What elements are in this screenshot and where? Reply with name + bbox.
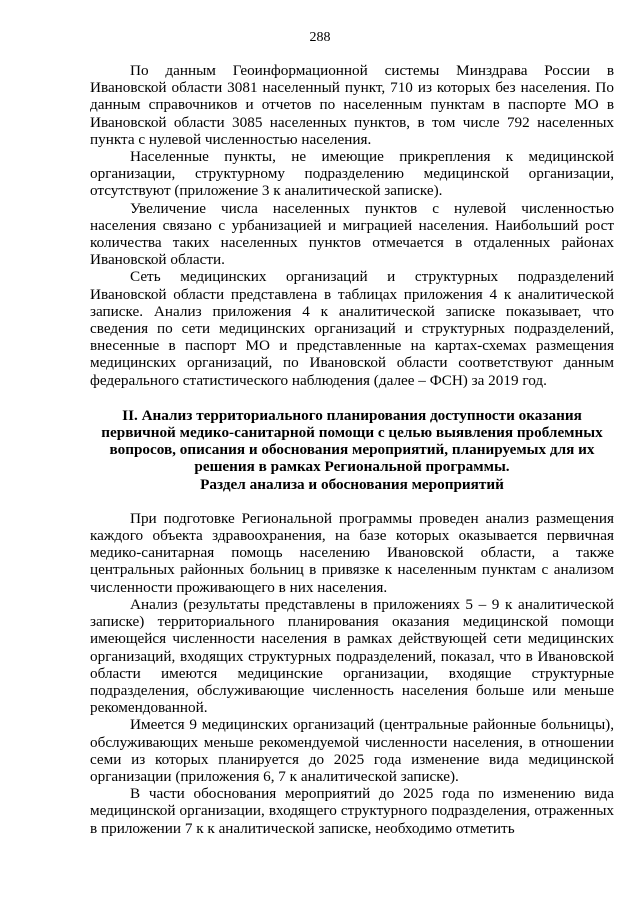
section-subheading: Раздел анализа и обоснования мероприятий: [200, 475, 504, 493]
paragraph-planning-analysis: Анализ (результаты представлены в приложениях 5 – 9 к аналитической записке) территориального планирования оказания медицинской помощи имеющейся численности населения в рамках действующей сети медицинских организаций, входящих структурных подразделений, показал, что в Ивановской области имеются медицинские организации, входящие структурные подразделения, обслуживающие численность населения больше или меньше рекомендованной.: [90, 595, 614, 717]
paragraph-settlements-data: По данным Геоинформационной системы Минздрава России в Ивановской области 3081 населенный пункт, 710 из которых без населения. По данным справочников и отчетов по населенным пунктам в паспорте МО в Ивановской области 3085 населенных пунктов, в том числе 792 населенных пункта с нулевой численностью населения.: [90, 62, 614, 148]
section-heading-line: II. Анализ территориального планирования доступности оказания: [122, 406, 582, 424]
paragraph-zero-population-growth: Увеличение числа населенных пунктов с нулевой численностью населения связано с урбанизацией и миграцией населения. Наибольший рост количества таких населенных пунктов отмечается в отдаленных районах Ивановской области.: [90, 199, 614, 269]
page-content: [90, 62, 614, 837]
spacer: [90, 493, 614, 510]
paragraph-measures-justification: В части обоснования мероприятий до 2025 года по изменению вида медицинской организации, входящего структурного подразделения, отраженных в приложении 7 к к аналитической записке, необходимо отметить: [90, 785, 614, 837]
page-number: 288: [309, 30, 331, 45]
section-heading-line: вопросов, описания и обоснования мероприятий, планируемых для их: [109, 441, 595, 459]
section-heading-line: решения в рамках Региональной программы.: [194, 458, 510, 476]
paragraph-district-hospitals: Имеется 9 медицинских организаций (центральные районные больницы), обслуживающих меньше рекомендуемой численности населения, в отношении семи из которых планируется до 2025 года изменение вида медицинской организации (приложения 6, 7 к аналитической записке).: [90, 716, 614, 785]
paragraph-program-preparation: При подготовке Региональной программы проведен анализ размещения каждого объекта здравоохранения, на базе которых оказывается первичная медико-санитарная помощь населению Ивановской области, а также центральных районных больниц в привязке к населенным пунктам с анализом численности проживающего в них населения.: [90, 509, 614, 596]
section-heading-line: первичной медико-санитарной помощи с целью выявления проблемных: [101, 424, 603, 442]
section-heading: [90, 407, 614, 493]
paragraph-medical-network: Сеть медицинских организаций и структурных подразделений Ивановской области представлена в таблицах приложения 4 к аналитической записке. Анализ приложения 4 к аналитической записке показывает, что сведения по сети медицинских организаций и структурных подразделений, внесенные в паспорт МО и представленные на картах-схемах размещения медицинских организаций, по Ивановской области соответствуют данным федерального статистического наблюдения (далее – ФСН) за 2019 год.: [90, 268, 614, 389]
paragraph-unattached-settlements: Населенные пункты, не имеющие прикрепления к медицинской организации, структурному подразделению медицинской организации, отсутствуют (приложение 3 к аналитической записке).: [90, 148, 614, 200]
